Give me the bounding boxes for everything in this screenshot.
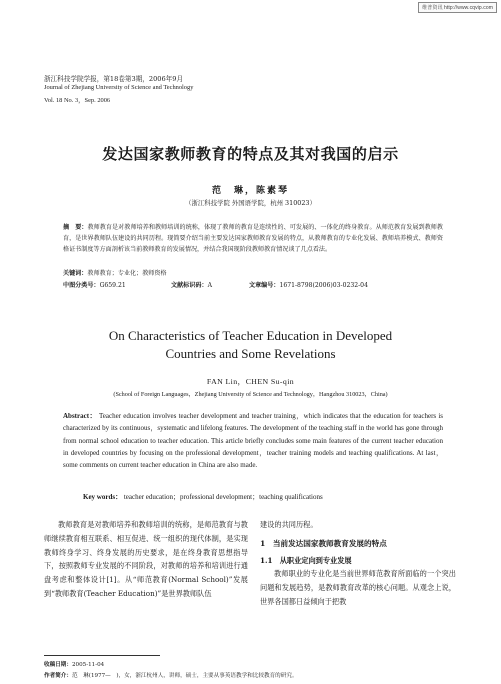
journal-volume: Vol. 18 No. 3，Sep. 2006	[44, 97, 111, 104]
abstract-en-text: Teacher education involves teacher development and teacher training，which indicates that the education for teachers is characterized by its continuous，systematic and lifelong features. The development of the teaching staff in the world has gone through from normal school education to teacher education. This article briefly concludes some main features of the current teacher education in developed countries by focusing on the professional development，teacher training models and teaching qualifications. At last，some comments on current teacher education in China are also made.	[63, 412, 443, 470]
abstract-cn	[63, 222, 443, 256]
clc-number: 中图分类号：G659.21	[63, 282, 126, 289]
abstract-en-label: Abstract：	[63, 412, 97, 420]
subsection-heading: 1.1 从职业定向到专业发展	[260, 555, 352, 565]
classification-row	[63, 280, 443, 289]
source-watermark: 维普资讯 http://www.cqvip.com	[418, 2, 497, 13]
body-column-left	[44, 518, 248, 601]
paper-title-en-line1: On Characteristics of Teacher Education in Developed	[108, 328, 393, 343]
footnote-rule	[44, 655, 160, 656]
authors-cn: 范 琳，陈素琴	[211, 186, 289, 196]
keywords-cn-label: 关键词：	[63, 270, 88, 277]
keywords-cn	[63, 268, 167, 277]
authors-en: FAN Lin，CHEN Su-qin	[206, 377, 295, 386]
paper-title-cn: 发达国家教师教育的特点及其对我国的启示	[102, 145, 399, 163]
body-paragraph: 教师教育是对教师培养和教师培训的统称，是师范教育与教师继续教育相互联系、相互促进、统一组织的现代体制，是实现教师终身学习、终身发展的历史要求，是在终身教育思想指导下，按照教师专业发展的不同阶段，对教师的培养和培训进行通盘考虑和整体设计[1]。从“师范教育(Normal School)”发展到“教师教育(Teacher Education)”是世界教师队伍	[44, 520, 248, 598]
body-paragraph: 建设的共同历程。	[260, 520, 318, 529]
paper-title-en-line2: Countries and Some Revelations	[165, 346, 336, 361]
article-number: 文章编号：1671-8798(2006)03-0232-04	[249, 282, 368, 289]
footnote-author: 作者简介：范 琳(1977— )，女，浙江杭州人，讲师，硕士，主要从事英语教学和比较教育的研究。	[44, 673, 298, 679]
abstract-cn-label: 摘 要：	[63, 224, 88, 231]
journal-line-en: Journal of Zhejiang University of Science and Technology	[44, 84, 194, 91]
section-heading: 1 当前发达国家教师教育发展的特点	[260, 538, 387, 548]
abstract-cn-text: 教师教育是对教师培养和教师培训的统称，体现了教师的教育是连续性的、可发展的、一体化的终身教育。从师范教育发展到教师教育，是世界教师队伍建设的共同历程。现简要介绍当前主要发达国家教师教育发展的特点，从教师教育的专业化发展、教师培养模式、教师资格证书制度等方面剖析该当前教师教育的发展情况，并结合我国现阶段教师教育情况谈了几点看法。	[63, 224, 444, 254]
footnote-received: 收稿日期：2005-11-04	[44, 662, 105, 668]
abstract-en	[63, 410, 443, 471]
affiliation-cn: （浙江科技学院 外国语学院，杭州 310023）	[185, 199, 316, 207]
keywords-en-label: Key words：	[83, 493, 123, 501]
body-paragraph: 教师职业的专业化是当前世界师范教育所面临的一个突出问题和发展趋势，是教师教育改革的核心问题。从观念上说，世界各国都日益倾向于把教	[260, 569, 456, 606]
affiliation-en: (School of Foreign Languages，Zhejiang University of Science and Technology，Hangzhou 310023，China)	[113, 391, 388, 398]
keywords-cn-text: 教师教育；专业化；教师资格	[87, 270, 167, 277]
journal-line-cn: 浙江科技学院学报，第18卷第3期，2006年9月	[44, 75, 184, 83]
keywords-en	[83, 492, 323, 502]
keywords-en-text: teacher education；professional development；teaching qualifications	[123, 493, 323, 501]
body-column-right	[260, 518, 456, 609]
paper-title-en	[0, 327, 501, 363]
doc-code: 文献标识码：A	[171, 282, 212, 289]
